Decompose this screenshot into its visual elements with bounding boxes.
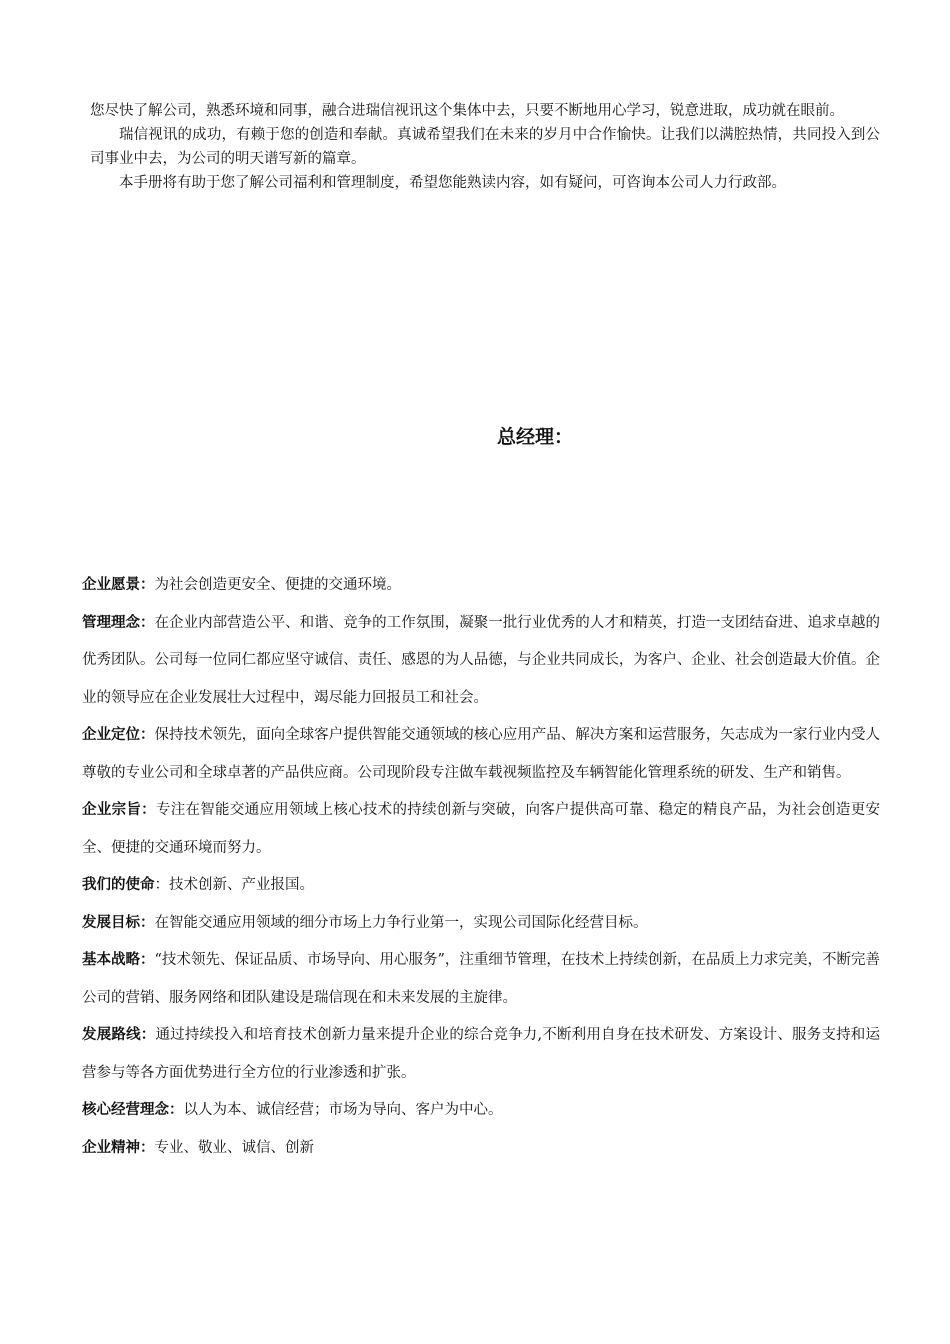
- culture-item-label: 企业定位：: [82, 727, 155, 743]
- intro-paragraph: 瑞信视讯的成功，有赖于您的创造和奉献。真诚希望我们在未来的岁月中合作愉快。让我们以满腔热情，共同投入到公司事业中去，为公司的明天谱写新的篇章。: [90, 127, 880, 167]
- culture-item-text: 在智能交通应用领域的细分市场上力争行业第一，实现公司国际化经营目标。: [154, 914, 648, 931]
- intro-section: [90, 99, 880, 195]
- culture-item-label: 管理理念：: [82, 614, 155, 631]
- intro-paragraph: 您尽快了解公司，熟悉环境和同事，融合进瑞信视讯这个集体中去，只要不断地用心学习，锐意进取，成功就在眼前。: [90, 103, 844, 119]
- culture-item-label: 企业愿景：: [82, 577, 155, 593]
- culture-item-text: 以人为本、诚信经营；市场为导向、客户为中心。: [183, 1102, 503, 1118]
- culture-item-goal: [82, 905, 880, 943]
- culture-item-label: 基本战略：: [82, 952, 155, 968]
- culture-item-label: 发展路线：: [82, 1027, 156, 1043]
- culture-item-text: 专业、敬业、诚信、创新: [154, 1139, 314, 1156]
- culture-item-text: 在企业内部营造公平、和谐、竞争的工作氛围，凝聚一批行业优秀的人才和精英，打造一支团结奋进、追求卓越的优秀团队。公司每一位同仁都应坚守诚信、责任、感恩的为人品德，与企业共同成长，为客户、企业、社会创造最大价值。企业的领导应在企业发展壮大过程中，竭尽能力回报员工和社会。: [82, 614, 880, 706]
- culture-item-label: 我们的使命: [82, 877, 155, 893]
- culture-item-label: 发展目标：: [82, 914, 155, 931]
- signature-general-manager: 总经理：: [497, 426, 574, 448]
- culture-item-label: 企业精神：: [82, 1139, 155, 1156]
- culture-item-positioning: [82, 717, 880, 792]
- culture-item-text: 通过持续投入和培育技术创新力量来提升企业的综合竞争力,不断利用自身在技术研发、方案设计、服务支持和运营参与等各方面优势进行全方位的行业渗透和扩张。: [82, 1027, 881, 1081]
- culture-item-text: ：技术创新、产业报国。: [154, 877, 314, 893]
- culture-item-route: [82, 1017, 880, 1092]
- culture-item-label: 核心经营理念：: [82, 1102, 184, 1118]
- culture-item-spirit: [82, 1130, 880, 1168]
- culture-item-purpose: [82, 792, 880, 867]
- culture-item-text: 为社会创造更安全、便捷的交通环境。: [154, 577, 401, 593]
- culture-item-strategy: [82, 942, 880, 1017]
- culture-item-text: 专注在智能交通应用领域上核心技术的持续创新与突破，向客户提供高可靠、稳定的精良产品，为社会创造更安全、便捷的交通环境而努力。: [82, 802, 881, 856]
- corporate-culture-section: [82, 567, 880, 1167]
- culture-item-text: “技术领先、保证品质、市场导向、用心服务”，注重细节管理，在技术上持续创新，在品质上力求完美，不断完善公司的营销、服务网络和团队建设是瑞信现在和未来发展的主旋律。: [82, 952, 880, 1006]
- intro-paragraph: 本手册将有助于您了解公司福利和管理制度，希望您能熟读内容，如有疑问，可咨询本公司人力行政部。: [119, 175, 786, 191]
- culture-item-text: 保持技术领先，面向全球客户提供智能交通领域的核心应用产品、解决方案和运营服务，矢志成为一家行业内受人尊敬的专业公司和全球卓著的产品供应商。公司现阶段专注做车载视频监控及车辆智能化管理系统的研发、生产和销售。: [82, 727, 880, 781]
- culture-item-label: 企业宗旨：: [82, 802, 156, 818]
- culture-item-mission: [82, 867, 880, 905]
- culture-item-core-philosophy: [82, 1092, 880, 1130]
- culture-item-management-philosophy: [82, 605, 880, 718]
- culture-item-vision: [82, 567, 880, 605]
